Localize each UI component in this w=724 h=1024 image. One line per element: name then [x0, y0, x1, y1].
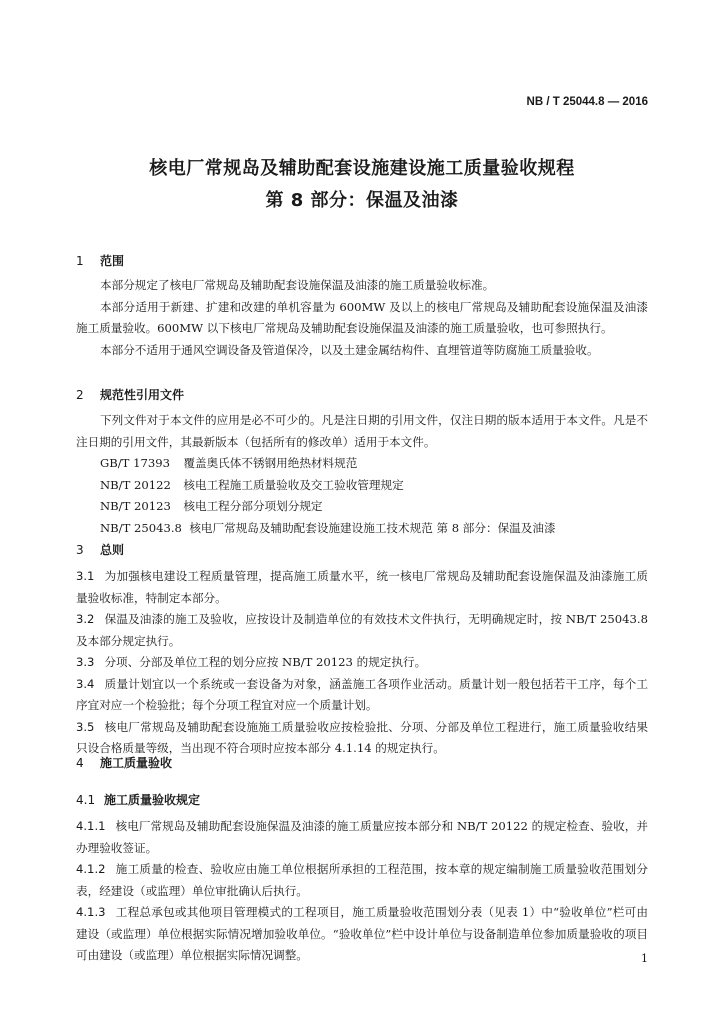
- standard-code: NB / T 25044.8 — 2016: [526, 96, 648, 108]
- clause-number: 3.4: [76, 676, 95, 691]
- reference-code: NB/T 20123: [100, 499, 171, 513]
- subsection-4-1-title: 施工质量验收规定: [104, 793, 201, 807]
- reference-title: 核电工程施工质量验收及交工验收管理规定: [183, 477, 404, 492]
- reference-item: [76, 453, 648, 475]
- section-4-title: 施工质量验收: [100, 756, 173, 770]
- section-3-heading: [76, 541, 124, 558]
- clause-4-1-2: [76, 859, 648, 902]
- section-1-heading: [76, 252, 124, 269]
- clause-3-1: [76, 566, 648, 609]
- clause-text: 分项、分部及单位工程的划分应按 NB/T 20123 的规定执行。: [104, 655, 427, 669]
- clause-text: 施工质量的检查、验收应由施工单位根据所承担的工程范围，按本章的规定编制施工质量验收范围划分表，经建设（或监理）单位审批确认后执行。: [76, 862, 648, 898]
- reference-code: GB/T 17393: [100, 456, 170, 470]
- reference-title: 核电厂常规岛及辅助配套设施建设施工技术规范 第 8 部分：保温及油漆: [189, 520, 556, 535]
- clause-text: 质量计划宜以一个系统或一套设备为对象，涵盖施工各项作业活动。质量计划一般包括若干工序，每个工序宜对应一个检验批；每个分项工程宜对应一个质量计划。: [76, 676, 648, 712]
- clause-4-1-1: [76, 816, 648, 859]
- scope-paragraph-1: 本部分规定了核电厂常规岛及辅助配套设施保温及油漆的施工质量验收标准。: [100, 278, 495, 292]
- clause-3-3: [76, 652, 648, 674]
- section-1-title: 范围: [100, 254, 125, 268]
- clause-number: 4.1.3: [76, 905, 106, 919]
- reference-item: [76, 475, 648, 497]
- clause-4-1-3: [76, 902, 648, 967]
- section-2-number: 2: [76, 388, 84, 402]
- clause-3-2: [76, 609, 648, 652]
- clause-text: 工程总承包或其他项目管理模式的工程项目，施工质量验收范围划分表（见表 1）中“验收单位”栏可由建设（或监理）单位根据实际情况增加验收单位。“验收单位”栏中设计单位与设备制造单位参加质量验收的项目可由建设（或监理）单位根据实际情况调整。: [76, 905, 648, 962]
- reference-code: NB/T 20122: [100, 477, 171, 492]
- subsection-4-1-number: 4.1: [76, 793, 96, 807]
- section-2-body: [76, 410, 648, 539]
- subsection-4-1-heading: [76, 791, 200, 808]
- reference-title: 覆盖奥氏体不锈钢用绝热材料规范: [183, 456, 358, 470]
- clause-text: 核电厂常规岛及辅助配套设施施工质量验收应按检验批、分项、分部及单位工程进行，施工质量验收结果只设合格质量等级，当出现不符合项时应按本部分 4.1.14 的规定执行。: [76, 719, 648, 755]
- section-3-title: 总则: [100, 543, 125, 557]
- normative-intro: 下列文件对于本文件的应用是必不可少的。凡是注日期的引用文件，仅注日期的版本适用于本文件。凡是不注日期的引用文件，其最新版本（包括所有的修改单）适用于本文件。: [76, 413, 648, 449]
- scope-paragraph-2: 本部分适用于新建、扩建和改建的单机容量为 600MW 及以上的核电厂常规岛及辅助配套设施保温及油漆施工质量验收。600MW 以下核电厂常规岛及辅助配套设施保温及油漆的施工质量验收，也可参照执行。: [76, 299, 648, 335]
- section-1-number: 1: [76, 254, 84, 268]
- clause-number: 3.1: [76, 569, 95, 583]
- document-subtitle: 第 8 部分：保温及油漆: [265, 190, 459, 211]
- clause-number: 4.1.1: [76, 819, 106, 833]
- clause-text: 保温及油漆的施工及验收，应按设计及制造单位的有效技术文件执行，无明确规定时，按 NB/T 25043.8 及本部分规定执行。: [76, 612, 648, 648]
- section-3-number: 3: [76, 543, 84, 557]
- clause-text: 核电厂常规岛及辅助配套设施保温及油漆的施工质量应按本部分和 NB/T 20122 的规定检查、验收，并办理验收签证。: [76, 819, 648, 855]
- clause-number: 3.2: [76, 612, 95, 626]
- clause-number: 3.3: [76, 655, 95, 669]
- page-number: 1: [641, 952, 648, 965]
- clause-number: 4.1.2: [76, 862, 106, 876]
- reference-title: 核电工程分部分项划分规定: [183, 499, 323, 513]
- section-2-title: 规范性引用文件: [100, 388, 185, 402]
- section-4-number: 4: [76, 756, 84, 770]
- section-4-heading: [76, 754, 172, 771]
- section-1-body: [76, 275, 648, 361]
- reference-item: [76, 496, 648, 518]
- clause-3-4: [76, 674, 648, 717]
- clause-number: 3.5: [76, 719, 95, 734]
- section-2-heading: [76, 386, 184, 403]
- reference-code: NB/T 25043.8: [100, 520, 182, 535]
- scope-paragraph-3: 本部分不适用于通风空调设备及管道保冷，以及土建金属结构件、直埋管道等防腐施工质量验收。: [100, 342, 599, 357]
- reference-item: [76, 518, 648, 540]
- section-4-body: [76, 816, 648, 967]
- section-3-body: [76, 566, 648, 760]
- document-title: 核电厂常规岛及辅助配套设施建设施工质量验收规程: [149, 158, 575, 179]
- clause-text: 为加强核电建设工程质量管理，提高施工质量水平，统一核电厂常规岛及辅助配套设施保温及油漆施工质量验收标准，特制定本部分。: [76, 569, 648, 605]
